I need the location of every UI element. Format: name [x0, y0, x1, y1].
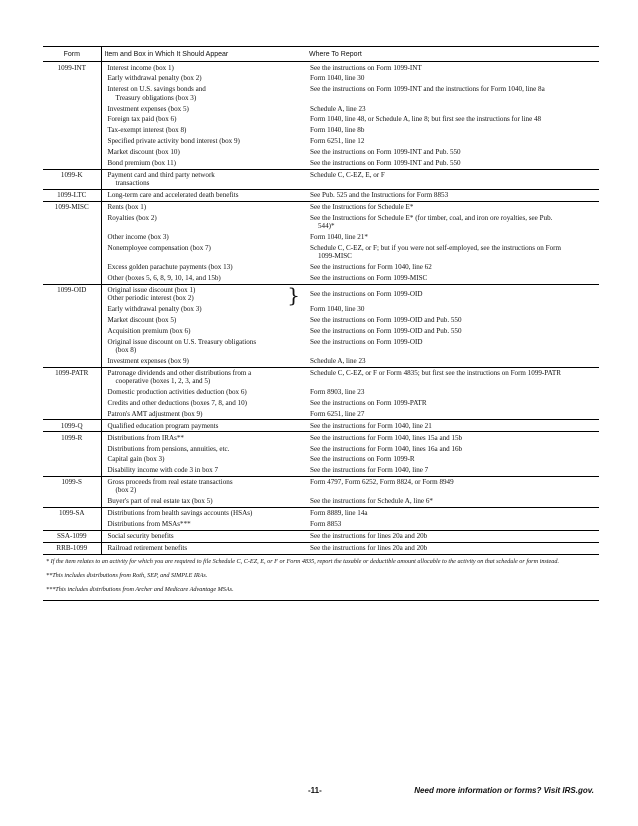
item-cell [101, 542, 306, 553]
where-text: See the instructions on Form 1099-MISC [310, 274, 428, 283]
form-name-cell: 1099-Q [43, 420, 101, 432]
item-cell [101, 169, 306, 189]
table-row [43, 356, 599, 367]
item-cell [101, 315, 306, 326]
item-cell [101, 454, 306, 465]
item-cell [101, 476, 306, 496]
where-text: See the instructions for lines 20a and 20b [310, 532, 428, 541]
where-text: Form 1040, line 30 [310, 305, 365, 314]
item-text-group [108, 544, 304, 552]
where-text: Form 8853 [310, 520, 342, 529]
item-text: Domestic production activities deduction (box 6) [107, 388, 247, 397]
item-text-group [108, 137, 304, 145]
item-text-group [108, 171, 304, 188]
item-text: Bond premium (box 11) [107, 159, 176, 168]
table-header-row [43, 47, 599, 62]
item-text-group [108, 466, 304, 474]
item-text-group [108, 532, 304, 540]
where-cell [306, 62, 599, 73]
item-cell [101, 519, 306, 530]
where-cell [306, 476, 599, 496]
table-row [43, 243, 599, 262]
item-text: Rents (box 1) [107, 202, 147, 211]
item-cell [101, 262, 306, 273]
item-text-group [108, 399, 304, 407]
item-text-group [108, 126, 304, 134]
form-name-cell: 1099-K [43, 169, 101, 189]
where-text: See the instructions on Form 1099-OID and Pub. 550 [310, 326, 462, 335]
where-text: See the instructions on Form 1099-INT and Pub. 550 [310, 159, 461, 168]
table-row [43, 103, 599, 114]
item-text-group [108, 338, 304, 355]
table-row [43, 398, 599, 409]
form-name-cell: 1099-SA [43, 507, 101, 530]
item-text: Investment expenses (box 9) [107, 356, 189, 365]
item-cell [101, 103, 306, 114]
footnotes [43, 554, 599, 601]
item-text: Interest on U.S. savings bonds and [107, 85, 206, 94]
table-body [43, 62, 599, 554]
table-row [43, 530, 599, 542]
item-text-group [108, 478, 304, 495]
where-text: See the Instructions for Schedule E* (for timber, coal, and iron ore royalties, see Pub. [310, 213, 553, 222]
item-cell [101, 158, 306, 169]
item-text: Patronage dividends and other distributions from a [107, 368, 252, 377]
table-row [43, 409, 599, 420]
item-text: Railroad retirement benefits [107, 543, 188, 552]
table-row [43, 201, 599, 212]
where-text: See the instructions on Form 1099-OID [310, 337, 423, 346]
where-text: Form 6251, line 12 [310, 137, 365, 146]
item-text: Original issue discount on U.S. Treasury obligations [107, 337, 257, 346]
form-name-cell: 1099-R [43, 432, 101, 477]
where-cell [306, 273, 599, 284]
where-cell [306, 454, 599, 465]
item-text: Foreign tax paid (box 6) [107, 115, 177, 124]
where-cell [306, 169, 599, 189]
table-row [43, 169, 599, 189]
where-cell [306, 125, 599, 136]
where-cell [306, 443, 599, 454]
item-text: Qualified education program payments [107, 421, 219, 430]
table-row [43, 432, 599, 443]
table-row [43, 73, 599, 84]
item-text-group [108, 214, 304, 222]
table-row [43, 519, 599, 530]
item-text: Interest income (box 1) [107, 63, 174, 72]
where-cell [306, 326, 599, 337]
item-text-group [108, 509, 304, 517]
item-text-continued: Treasury obligations (box 3) [115, 93, 197, 102]
where-text-continued: 1099-MISC [318, 252, 352, 261]
where-text: See the instructions on Form 1099-OID and Pub. 550 [310, 316, 462, 324]
item-text-group [108, 148, 304, 156]
item-text: Other income (box 3) [107, 233, 169, 242]
where-text: See the instructions on Form 1099-INT and the instructions for Form 1040, line 8a [310, 85, 545, 94]
where-cell [306, 136, 599, 147]
where-cell [306, 530, 599, 542]
item-text-group [108, 388, 304, 396]
where-cell [306, 367, 599, 387]
table-row [43, 496, 599, 507]
item-cell [101, 387, 306, 398]
item-cell [101, 356, 306, 367]
where-cell [306, 304, 599, 315]
item-text-group [108, 115, 304, 123]
where-cell [306, 409, 599, 420]
item-cell [101, 496, 306, 507]
item-text: Distributions from pensions, annuities, etc. [107, 444, 230, 453]
item-text-continued: (box 8) [115, 346, 137, 355]
where-text: See the instructions for Form 1040, line 21 [310, 421, 432, 430]
item-cell [101, 125, 306, 136]
item-text-group [108, 105, 304, 113]
item-text-continued: transactions [115, 179, 150, 188]
header-item: Item and Box in Which It Should Appear [101, 47, 306, 62]
table-row [43, 387, 599, 398]
where-text: See Pub. 525 and the Instructions for Form 8853 [310, 191, 449, 200]
where-text: Schedule C, C-EZ, or F or Form 4835; but first see the instructions on Form 1099-PATR [310, 368, 561, 377]
where-text: Form 1040, line 21* [310, 233, 368, 242]
item-cell [101, 398, 306, 409]
item-text-continued: (box 2) [115, 486, 137, 495]
where-cell [306, 507, 599, 518]
where-cell [306, 158, 599, 169]
item-text: Gross proceeds from real estate transactions [107, 478, 233, 487]
item-cell [101, 465, 306, 476]
where-cell [306, 103, 599, 114]
where-cell [306, 336, 599, 355]
item-text: Distributions from health savings accounts (HSAs) [107, 509, 253, 518]
table-row [43, 147, 599, 158]
table-row [43, 304, 599, 315]
where-cell [306, 542, 599, 553]
item-cell [101, 136, 306, 147]
item-text-group [108, 159, 304, 167]
where-cell [306, 232, 599, 243]
item-cell [101, 336, 306, 355]
where-text: Schedule A, line 23 [310, 104, 366, 113]
item-cell [101, 282, 306, 307]
item-text-group [108, 455, 304, 463]
form-name-cell: 1099-OID [43, 284, 101, 367]
item-text-group [108, 244, 304, 252]
item-text: Nonemployee compensation (box 7) [107, 243, 211, 252]
form-name-cell: SSA-1099 [43, 530, 101, 542]
header-where: Where To Report [306, 47, 599, 62]
item-cell [101, 213, 306, 232]
item-text-group [108, 85, 304, 102]
item-cell [101, 443, 306, 454]
item-cell [101, 273, 306, 284]
table-row [43, 84, 599, 103]
item-text: Acquisition premium (box 6) [107, 326, 191, 335]
table-row [43, 336, 599, 355]
where-text: Schedule C, C-EZ, or F; but if you were not self-employed, see the instructions on Form [310, 243, 561, 252]
where-text: See the instructions for Form 1040, line 62 [310, 263, 432, 272]
item-cell [101, 62, 306, 73]
where-cell [306, 84, 599, 103]
table-row [43, 62, 599, 73]
form-name-cell: 1099-S [43, 476, 101, 507]
item-cell [101, 73, 306, 84]
item-text: Distributions from IRAs** [107, 433, 184, 442]
where-text: Form 1040, line 30 [310, 74, 365, 83]
item-text: Long-term care and accelerated death benefits [107, 191, 239, 200]
item-cell [101, 114, 306, 125]
form-name-cell: 1099-LTC [43, 189, 101, 201]
item-text-group [108, 327, 304, 335]
item-text-group [108, 74, 304, 82]
item-text: Early withdrawal penalty (box 2) [107, 74, 202, 83]
table-row [43, 507, 599, 518]
item-text: Excess golden parachute payments (box 13) [107, 263, 233, 272]
item-text: Other periodic interest (box 2) [107, 294, 194, 303]
table-row [43, 542, 599, 553]
item-text: Market discount (box 5) [107, 316, 177, 324]
where-cell [306, 519, 599, 530]
item-cell [101, 326, 306, 337]
table-row [43, 232, 599, 243]
item-text: Capital gain (box 3) [107, 455, 165, 464]
item-text-group [108, 305, 304, 313]
table-row [43, 454, 599, 465]
where-text: Form 8889, line 14a [310, 509, 368, 518]
item-text-group [108, 422, 304, 430]
item-text: Credits and other deductions (boxes 7, 8, and 10) [107, 398, 247, 407]
form-name-cell: 1099-PATR [43, 367, 101, 420]
footnote: * If the item relates to an activity for which you are required to file Schedule C, C-EZ, E, or F or Form 4835, report the taxable or deductible amount allocable to the activity on that schedule or form instead. [46, 557, 560, 565]
table-row [43, 213, 599, 232]
table-row [43, 367, 599, 387]
item-text: Royalties (box 2) [107, 213, 157, 222]
item-cell [101, 189, 306, 201]
where-text: Schedule A, line 23 [310, 356, 366, 365]
item-cell [101, 147, 306, 158]
where-text: Form 1040, line 8b [310, 126, 365, 135]
item-text-group [108, 369, 304, 386]
item-text: Buyer's part of real estate tax (box 5) [107, 497, 213, 506]
footer-note: Need more information or forms? Visit IRS.gov. [414, 786, 594, 795]
where-text: See the instructions for Form 1040, lines 16a and 16b [310, 444, 463, 453]
table-row [43, 443, 599, 454]
table-row [43, 284, 599, 304]
item-cell [101, 232, 306, 243]
item-text-continued: cooperative (boxes 1, 2, 3, and 5) [115, 377, 211, 386]
where-cell [306, 465, 599, 476]
item-text-group [108, 497, 304, 505]
where-text: See the instructions for Schedule A, line 6* [310, 497, 433, 506]
where-cell [306, 356, 599, 367]
where-cell [306, 73, 599, 84]
table-row [43, 465, 599, 476]
item-text: Specified private activity bond interest (box 9) [107, 137, 240, 146]
where-cell [306, 213, 599, 232]
form-name-cell: RRB-1099 [43, 542, 101, 553]
where-text: See the instructions on Form 1099-PATR [310, 398, 427, 407]
item-cell [101, 84, 306, 103]
where-cell [306, 114, 599, 125]
reporting-table [43, 46, 599, 554]
where-cell [306, 189, 599, 201]
item-text: Tax-exempt interest (box 8) [107, 126, 187, 135]
where-cell [306, 496, 599, 507]
table-row [43, 476, 599, 496]
item-text: Early withdrawal penalty (box 3) [107, 305, 202, 314]
item-text: Original issue discount (box 1) [107, 285, 196, 294]
item-text-group [108, 316, 304, 324]
table-row [43, 189, 599, 201]
item-text-group [108, 263, 304, 271]
where-text: Form 4797, Form 6252, Form 8824, or Form 8949 [310, 478, 454, 487]
where-cell [306, 432, 599, 443]
item-cell [101, 367, 306, 387]
table-row [43, 158, 599, 169]
where-text: See the instructions on Form 1099-INT [310, 63, 422, 72]
where-cell [306, 284, 599, 304]
item-cell [101, 432, 306, 443]
where-text-continued: 544)* [318, 222, 335, 231]
item-text-group [108, 233, 304, 241]
table-row [43, 273, 599, 284]
where-cell [306, 315, 599, 326]
item-text-group [108, 191, 304, 199]
where-text: Form 6251, line 27 [310, 409, 365, 418]
table-row [43, 262, 599, 273]
where-text: See the instructions on Form 1099-R [310, 455, 415, 464]
table-row [43, 136, 599, 147]
where-cell [306, 387, 599, 398]
item-text-group [108, 410, 304, 418]
reporting-table-section [43, 46, 599, 601]
item-cell [101, 507, 306, 518]
item-text: Patron's AMT adjustment (box 9) [107, 409, 203, 418]
where-text: Schedule C, C-EZ, E, or F [310, 170, 385, 179]
page-number: -11- [308, 786, 322, 795]
item-text: Disability income with code 3 in box 7 [107, 466, 219, 475]
item-text-group [108, 434, 304, 442]
footnote: ***This includes distributions from Archer and Medicare Advantage MSAs. [46, 585, 234, 593]
where-cell [306, 262, 599, 273]
where-text: See the instructions for lines 20a and 20b [310, 543, 428, 552]
item-text-group [108, 274, 304, 282]
where-cell [306, 201, 599, 212]
right-brace-icon: } [287, 282, 300, 307]
where-text: See the Instructions for Schedule E* [310, 202, 414, 211]
item-text-group [108, 445, 304, 453]
where-text: See the instructions for Form 1040, lines 15a and 15b [310, 433, 463, 442]
item-text-group [107, 282, 304, 307]
item-text: Distributions from MSAs*** [107, 520, 191, 529]
footnote: **This includes distributions from Roth, SEP, and SIMPLE IRAs. [46, 571, 208, 579]
item-text: Investment expenses (box 5) [107, 104, 189, 113]
form-name-cell: 1099-MISC [43, 201, 101, 284]
item-text: Market discount (box 10) [107, 148, 180, 157]
item-text: Social security benefits [107, 532, 174, 541]
item-text: Payment card and third party network [107, 170, 215, 179]
where-text: See the instructions for Form 1040, line 7 [310, 466, 429, 475]
where-cell [306, 398, 599, 409]
where-cell [306, 420, 599, 432]
item-cell [101, 304, 306, 315]
item-text-group [108, 357, 304, 365]
table-row [43, 125, 599, 136]
item-cell [101, 420, 306, 432]
where-text: See the instructions on Form 1099-OID [310, 290, 423, 299]
table-row [43, 315, 599, 326]
where-cell [306, 243, 599, 262]
table-row [43, 114, 599, 125]
form-name-cell: 1099-INT [43, 62, 101, 169]
where-text: Form 1040, line 48, or Schedule A, line 8; but first see the instructions for line 48 [310, 115, 542, 124]
item-cell [101, 243, 306, 262]
item-cell [101, 530, 306, 542]
table-row [43, 326, 599, 337]
where-text: See the instructions on Form 1099-INT and Pub. 550 [310, 148, 461, 157]
item-text-group [108, 520, 304, 528]
header-form: Form [43, 47, 101, 62]
where-cell [306, 147, 599, 158]
item-cell [101, 201, 306, 212]
item-text-group [108, 203, 304, 211]
item-text-group [108, 64, 304, 72]
where-text: Form 8903, line 23 [310, 388, 365, 397]
item-cell [101, 409, 306, 420]
table-row [43, 420, 599, 432]
item-text: Other (boxes 5, 6, 8, 9, 10, 14, and 15b) [107, 274, 221, 283]
